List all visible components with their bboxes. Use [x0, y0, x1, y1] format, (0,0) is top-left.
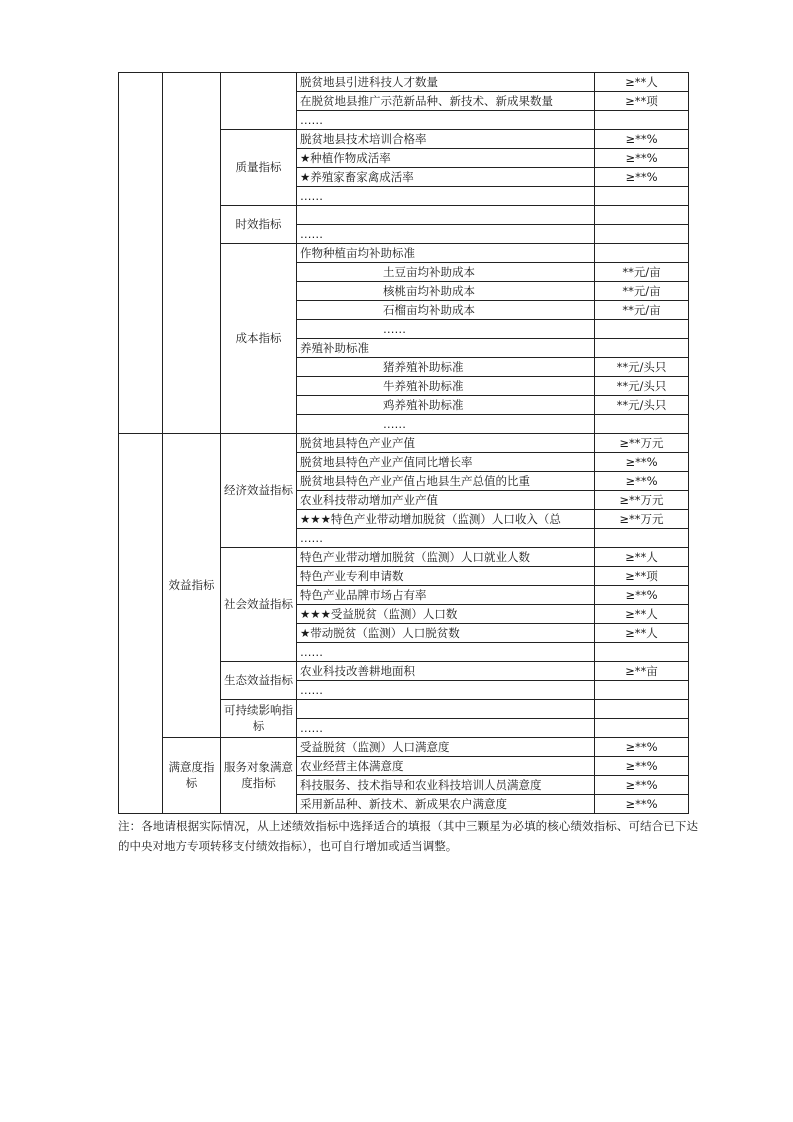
table-row — [119, 434, 689, 453]
table-row — [119, 738, 689, 757]
performance-indicator-table — [118, 72, 689, 814]
indicator-name: …… — [297, 320, 595, 339]
indicator-name: 特色产业专利申请数 — [297, 567, 595, 586]
indicator-name: 农业科技带动增加产业产值 — [297, 491, 595, 510]
indicator-name: 猪养殖补助标准 — [297, 358, 595, 377]
indicator-target — [595, 320, 689, 339]
indicator-name: …… — [297, 529, 595, 548]
indicator-name: …… — [297, 719, 595, 738]
table-footnote: 注：各地请根据实际情况，从上述绩效指标中选择适合的填报（其中三颗星为必填的核心绩效指标、可结合已下达的中央对地方专项转移支付绩效指标），也可自行增加或适当调整。 — [118, 818, 698, 853]
indicator-target — [595, 681, 689, 700]
indicator-target: ≥**人 — [595, 624, 689, 643]
indicator-name: 土豆亩均补助成本 — [297, 263, 595, 282]
indicator-target: **元/头只 — [595, 396, 689, 415]
indicator-target: ≥**% — [595, 453, 689, 472]
indicator-name: 脱贫地县特色产业产值同比增长率 — [297, 453, 595, 472]
indicator-name — [297, 206, 595, 225]
indicator-name: 鸡养殖补助标准 — [297, 396, 595, 415]
ecological-benefit-label: 生态效益指标 — [221, 662, 297, 700]
indicator-target — [595, 719, 689, 738]
indicator-target: ≥**% — [595, 738, 689, 757]
indicator-name: 牛养殖补助标准 — [297, 377, 595, 396]
indicator-target: ≥**% — [595, 130, 689, 149]
table-row — [119, 73, 689, 92]
indicator-target: ≥**% — [595, 795, 689, 814]
indicator-name: …… — [297, 415, 595, 434]
indicator-target: ≥**% — [595, 776, 689, 795]
indicator-name: 脱贫地县特色产业产值 — [297, 434, 595, 453]
indicator-target — [595, 187, 689, 206]
benefit-indicator-label: 效益指标 — [163, 434, 221, 738]
left-margin-cell — [119, 434, 163, 814]
economic-benefit-label: 经济效益指标 — [221, 434, 297, 548]
indicator-name: 脱贫地县引进科技人才数量 — [297, 73, 595, 92]
indicator-name: ★★★特色产业带动增加脱贫（监测）人口收入（总 — [297, 510, 595, 529]
indicator-name: 脱贫地县特色产业产值占地县生产总值的比重 — [297, 472, 595, 491]
timeliness-indicator-label: 时效指标 — [221, 206, 297, 244]
indicator-target — [595, 111, 689, 130]
indicator-name: …… — [297, 681, 595, 700]
indicator-name: ★养殖家畜家禽成活率 — [297, 168, 595, 187]
indicator-target: ≥**万元 — [595, 434, 689, 453]
indicator-name: 石榴亩均补助成本 — [297, 301, 595, 320]
indicator-name: ★带动脱贫（监测）人口脱贫数 — [297, 624, 595, 643]
indicator-name: 特色产业带动增加脱贫（监测）人口就业人数 — [297, 548, 595, 567]
indicator-name: 农业经营主体满意度 — [297, 757, 595, 776]
indicator-name: 养殖补助标准 — [297, 339, 595, 358]
indicator-name: 特色产业品牌市场占有率 — [297, 586, 595, 605]
indicator-name: 脱贫地县技术培训合格率 — [297, 130, 595, 149]
indicator-target: ≥**项 — [595, 567, 689, 586]
indicator-name: ★种植作物成活率 — [297, 149, 595, 168]
indicator-target: ≥**% — [595, 586, 689, 605]
indicator-target: ≥**% — [595, 149, 689, 168]
performance-indicator-table-container — [118, 72, 688, 814]
indicator-name: …… — [297, 111, 595, 130]
indicator-target — [595, 700, 689, 719]
indicator-target: ≥**人 — [595, 605, 689, 624]
indicator-name: 科技服务、技术指导和农业科技培训人员满意度 — [297, 776, 595, 795]
indicator-name: …… — [297, 225, 595, 244]
indicator-target — [595, 643, 689, 662]
quality-indicator-label: 质量指标 — [221, 130, 297, 206]
service-target-satisfaction-label: 服务对象满意度指标 — [221, 738, 297, 814]
indicator-name: 农业科技改善耕地面积 — [297, 662, 595, 681]
indicator-target: ≥**亩 — [595, 662, 689, 681]
quantity-indicator-cell — [221, 73, 297, 130]
indicator-target: ≥**人 — [595, 548, 689, 567]
satisfaction-indicator-label: 满意度指标 — [163, 738, 221, 814]
indicator-name: 在脱贫地县推广示范新品种、新技术、新成果数量 — [297, 92, 595, 111]
sustainable-impact-label: 可持续影响指标 — [221, 700, 297, 738]
indicator-target: **元/亩 — [595, 263, 689, 282]
indicator-name: ★★★受益脱贫（监测）人口数 — [297, 605, 595, 624]
indicator-target: ≥**万元 — [595, 510, 689, 529]
indicator-target: ≥**万元 — [595, 491, 689, 510]
indicator-name: 采用新品种、新技术、新成果农户满意度 — [297, 795, 595, 814]
output-indicator-cell — [119, 73, 163, 434]
indicator-target: **元/亩 — [595, 282, 689, 301]
indicator-target: ≥**% — [595, 757, 689, 776]
indicator-target — [595, 206, 689, 225]
indicator-target — [595, 415, 689, 434]
indicator-name — [297, 700, 595, 719]
indicator-target: **元/头只 — [595, 377, 689, 396]
cost-indicator-label: 成本指标 — [221, 244, 297, 434]
indicator-target: ≥**人 — [595, 73, 689, 92]
indicator-target: **元/亩 — [595, 301, 689, 320]
indicator-name: 核桃亩均补助成本 — [297, 282, 595, 301]
indicator-name: 作物种植亩均补助标准 — [297, 244, 595, 263]
indicator-target: ≥**% — [595, 168, 689, 187]
indicator-name: …… — [297, 187, 595, 206]
indicator-name: …… — [297, 643, 595, 662]
indicator-target — [595, 339, 689, 358]
social-benefit-label: 社会效益指标 — [221, 548, 297, 662]
output-indicator-subcell — [163, 73, 221, 434]
indicator-target — [595, 529, 689, 548]
indicator-target: **元/头只 — [595, 358, 689, 377]
indicator-target — [595, 244, 689, 263]
indicator-target: ≥**% — [595, 472, 689, 491]
indicator-name: 受益脱贫（监测）人口满意度 — [297, 738, 595, 757]
indicator-target — [595, 225, 689, 244]
indicator-target: ≥**项 — [595, 92, 689, 111]
